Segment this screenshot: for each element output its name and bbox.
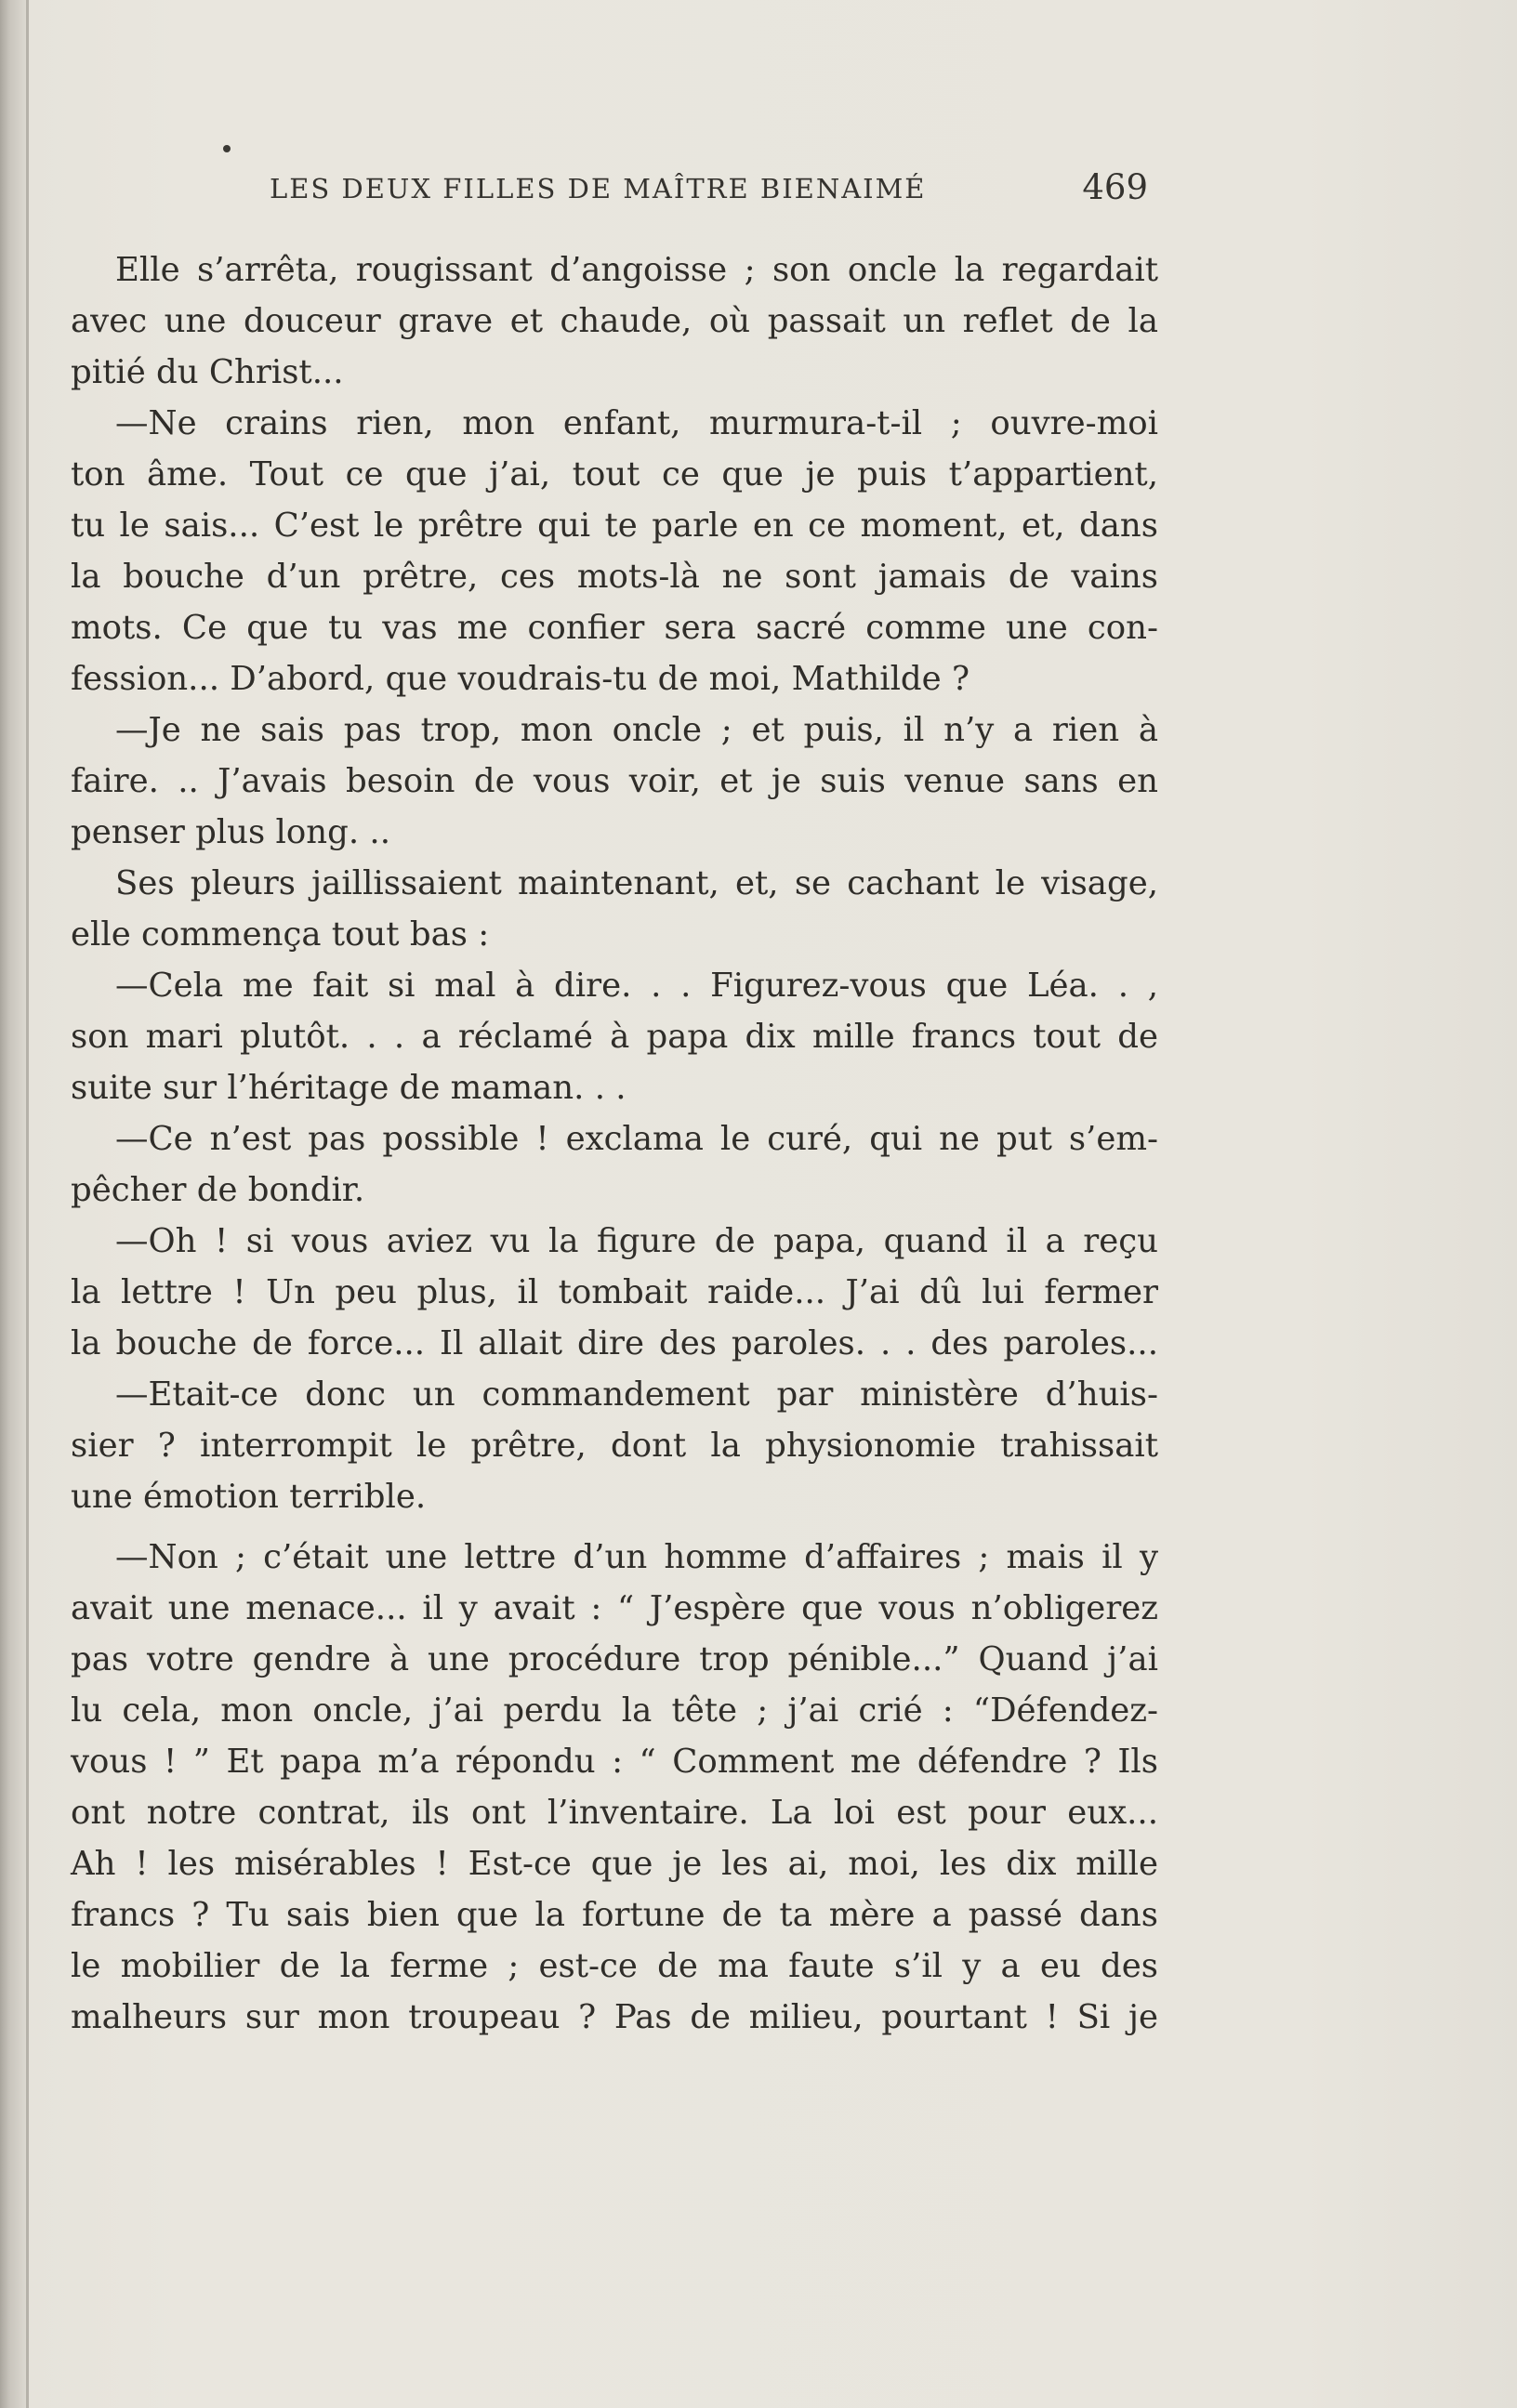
text-line: Ses pleurs jaillissaient maintenant, et, se cachant le visage,: [115, 864, 1158, 902]
text-line: Ah ! les misérables ! Est-ce que je les ai, moi, les dix mille: [71, 1845, 1158, 1883]
text-line: tu le sais... C’est le prêtre qui te parle en ce moment, et, dans: [71, 507, 1158, 545]
text-line: le mobilier de la ferme ; est-ce de ma faute s’il y a eu des: [71, 1947, 1158, 1985]
text-line: fession... D’abord, que voudrais-tu de moi, Mathilde ?: [71, 660, 970, 698]
page-number: 469: [1082, 167, 1148, 207]
text-line: sier ? interrompit le prêtre, dont la physionomie trahissait: [71, 1427, 1158, 1465]
text-line: penser plus long. ..: [71, 813, 390, 851]
running-title: LES DEUX FILLES DE MAÎTRE BIENAIMÉ: [270, 173, 927, 204]
text-line: suite sur l’héritage de maman. . .: [71, 1069, 627, 1107]
text-line: francs ? Tu sais bien que la fortune de ta mère a passé dans: [71, 1896, 1158, 1934]
text-line: vous ! ” Et papa m’a répondu : “ Comment me défendre ? Ils: [71, 1743, 1158, 1781]
text-line: lu cela, mon oncle, j’ai perdu la tête ; j’ai crié : “Défendez-: [71, 1691, 1158, 1730]
text-line: la bouche de force... Il allait dire des paroles. . . des paroles...: [71, 1324, 1158, 1362]
text-line: —Cela me fait si mal à dire. . . Figurez-vous que Léa. . ,: [115, 967, 1158, 1005]
text-line: avait une menace... il y avait : “ J’espère que vous n’obligerez: [71, 1589, 1158, 1627]
text-line: —Ne crains rien, mon enfant, murmura-t-il ; ouvre-moi: [115, 404, 1158, 442]
text-line: —Etait-ce donc un commandement par ministère d’huis-: [115, 1375, 1158, 1414]
running-head: [270, 167, 1148, 219]
text-line: —Oh ! si vous aviez vu la figure de papa, quand il a reçu: [115, 1222, 1158, 1260]
text-line: elle commença tout bas :: [71, 915, 490, 954]
text-line: faire. .. J’avais besoin de vous voir, et je suis venue sans en: [71, 762, 1158, 800]
binding-gutter-line: [26, 0, 29, 2408]
text-line: ont notre contrat, ils ont l’inventaire. La loi est pour eux...: [71, 1794, 1158, 1832]
text-line: ton âme. Tout ce que j’ai, tout ce que je puis t’appartient,: [71, 455, 1158, 493]
text-line: Elle s’arrêta, rougissant d’angoisse ; son oncle la regardait: [115, 251, 1158, 289]
binding-edge: [0, 0, 26, 2408]
text-line: malheurs sur mon troupeau ? Pas de milieu, pourtant ! Si je: [71, 1998, 1158, 2036]
ink-dot: [223, 145, 231, 152]
text-line: la bouche d’un prêtre, ces mots-là ne sont jamais de vains: [71, 558, 1158, 596]
text-line: avec une douceur grave et chaude, où passait un reflet de la: [71, 302, 1158, 340]
text-line: la lettre ! Un peu plus, il tombait raide... J’ai dû lui fermer: [71, 1273, 1158, 1311]
text-line: pas votre gendre à une procédure trop pénible...” Quand j’ai: [71, 1640, 1158, 1678]
text-line: une émotion terrible.: [71, 1478, 427, 1516]
text-line: son mari plutôt. . . a réclamé à papa dix mille francs tout de: [71, 1018, 1158, 1056]
text-line: —Non ; c’était une lettre d’un homme d’affaires ; mais il y: [115, 1538, 1158, 1576]
text-line: pitié du Christ...: [71, 353, 344, 391]
text-line: —Ce n’est pas possible ! exclama le curé, qui ne put s’em-: [115, 1120, 1158, 1158]
text-line: pêcher de bondir.: [71, 1171, 365, 1209]
text-line: mots. Ce que tu vas me confier sera sacré comme une con-: [71, 609, 1158, 647]
text-line: —Je ne sais pas trop, mon oncle ; et puis, il n’y a rien à: [115, 711, 1158, 749]
